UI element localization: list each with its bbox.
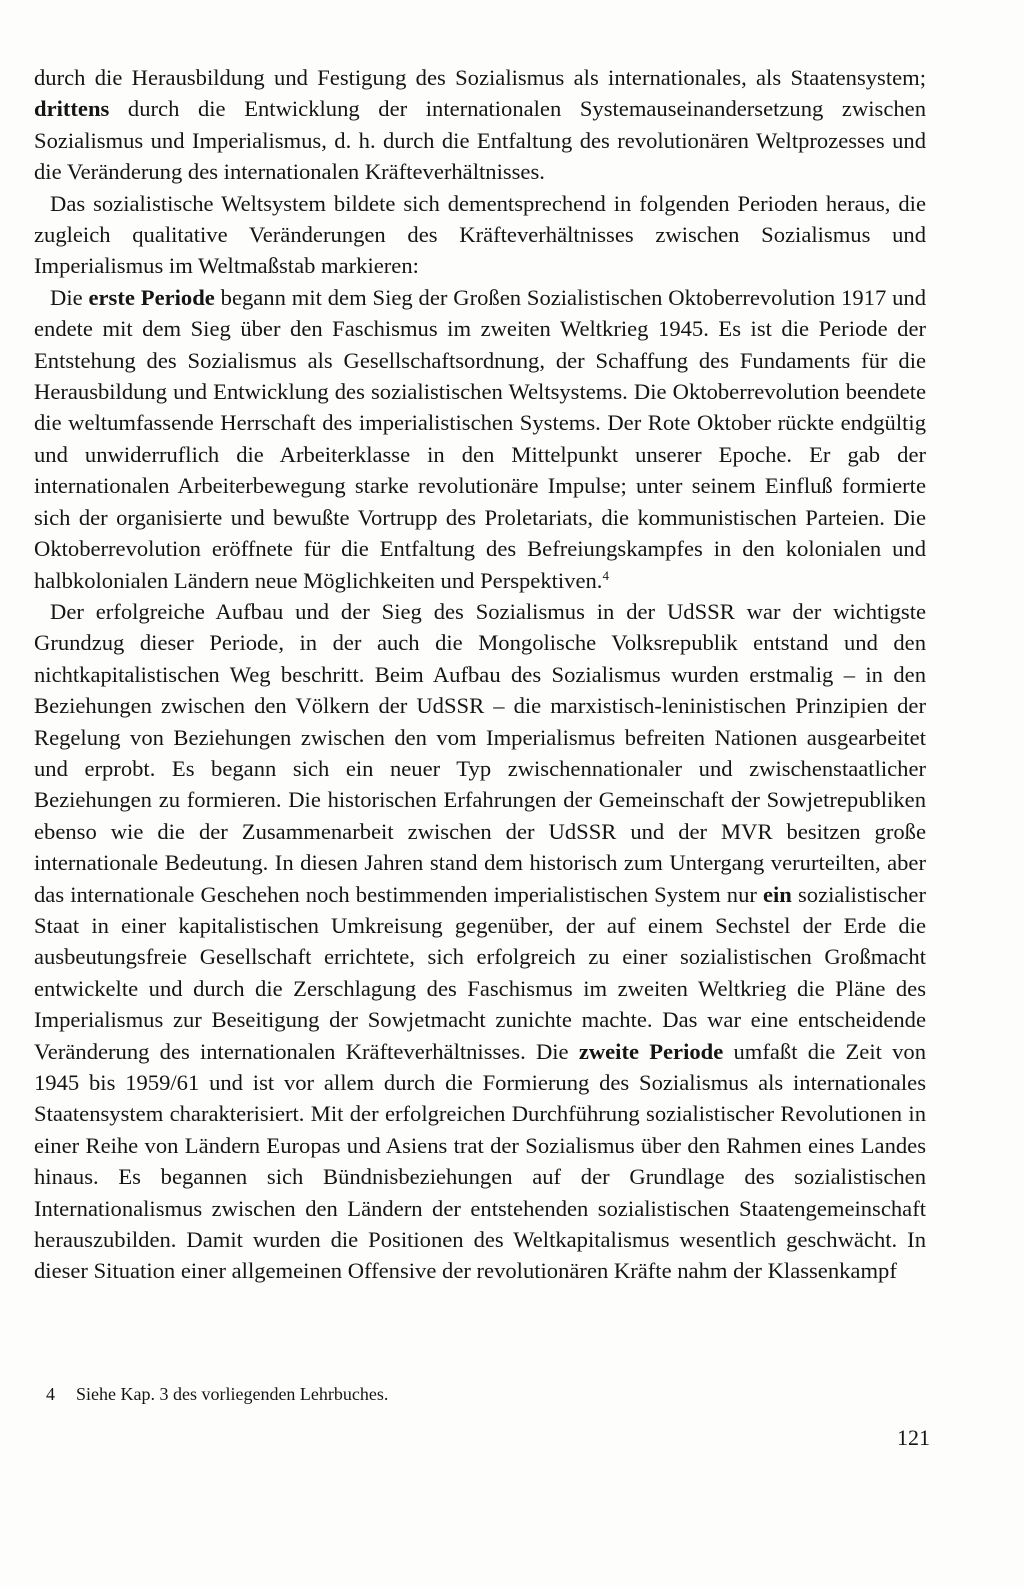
page-body <box>34 62 926 1287</box>
emphasized-text: drittens <box>34 96 110 122</box>
text-run: begann mit dem Sieg der Großen Sozialistischen Oktoberrevolution 1917 und endete mit dem Sieg über den Faschismus im zweiten Weltkrieg 1945. Es ist die Periode der Entstehung des Sozialismus als Gesellschaftsordnung, der Schaffung des Fundaments für die Herausbildung und Entwicklung des sozialistischen Weltsystems. Die Oktoberrevolution beendete die weltumfassende Herrschaft des imperialistischen Systems. Der Rote Oktober rückte endgültig und unwiderruflich die Arbeiterklasse in den Mittelpunkt unserer Epoche. Er gab der internationalen Arbeiterbewegung starke revolutionäre Impulse; unter seinem Einfluß formierte sich der organisierte und bewußte Vortrupp des Proletariats, die kommunistischen Parteien. Die Oktoberrevolution eröffnete für die Entfaltung des Befreiungskampfes in den kolonialen und halbkolonialen Ländern neue Möglichkeiten und Perspektiven. <box>34 284 927 593</box>
text-run: sozialistischer Staat in einer kapitalistischen Umkreisung gegenüber, der auf einem Sechstel der Erde die ausbeutungsfreie Gesellschaft errichtete, sich erfolgreich zu einer sozialistischen Großmacht entwickelte und durch die Zerschlagung des Faschismus im zweiten Weltkrieg die Pläne des Imperialismus zur Beseitigung der Sowjetmacht zunichte machte. Das war eine entscheidende Veränderung des internationalen Kräfteverhältnisses. Die <box>34 881 926 1064</box>
emphasized-text: ein <box>763 881 792 907</box>
text-run: Der erfolgreiche Aufbau und der Sieg des Sozialismus in der UdSSR war der wichtigste Grundzug dieser Periode, in der auch die Mongolische Volksrepublik entstand und den nichtkapitalistischen Weg beschritt. Beim Aufbau des Sozialismus wurden erstmalig – in den Beziehungen zwischen den Völkern der UdSSR – die marxistisch-leninistischen Prinzipien der Regelung von Beziehungen zwischen den vom Imperialismus befreiten Nationen ausgearbeitet und erprobt. Es begann sich ein neuer Typ zwischennationaler und zwischenstaatlicher Beziehungen zu formieren. Die historischen Erfahrungen der Gemeinschaft der Sowjetrepubliken ebenso wie die der Zusammenarbeit zwischen der UdSSR und der MVR besitzen große internationale Bedeutung. In diesen Jahren stand dem historisch zum Untergang verurteilten, aber das internationale Geschehen noch bestimmenden imperialistischen System nur <box>34 598 926 907</box>
emphasized-text: erste Periode <box>88 284 215 310</box>
text-run: Das sozialistische Weltsystem bildete sich dementsprechend in folgenden Perioden heraus, die zugleich qualitative Veränderungen des Kräfteverhältnisses zwischen Sozialismus und Imperialismus im Weltmaßstab markieren: <box>34 190 926 279</box>
footnote-text: Siehe Kap. 3 des vorliegenden Lehrbuches. <box>76 1384 389 1404</box>
text-run: durch die Entwicklung der internationalen Systemauseinandersetzung zwischen Sozialismus und Imperialismus, d. h. durch die Entfaltung des revolutionären Weltprozesses und die Veränderung des internationalen Kräfteverhältnisses. <box>34 96 926 185</box>
paragraph <box>34 188 926 282</box>
paragraph <box>34 596 926 1287</box>
text-run: Die <box>50 284 89 310</box>
text-run: umfaßt die Zeit von 1945 bis 1959/61 und ist vor allem durch die Formierung des Sozialismus als internationales Staatensystem charakterisiert. Mit der erfolgreichen Durchführung sozialistischer Revolutionen in einer Reihe von Ländern Europas und Asiens trat der Sozialismus über den Rahmen eines Landes hinaus. Es begannen sich Bündnisbeziehungen auf der Grundlage des sozialistischen Internationalismus zwischen den Ländern der entstehenden sozialistischen Staatengemeinschaft herauszubilden. Damit wurden die Positionen des Weltkapitalismus wesentlich geschwächt. In dieser Situation einer allgemeinen Offensive der revolutionären Kräfte nahm der Klassenkampf <box>34 1038 926 1284</box>
footnote-reference: 4 <box>602 567 609 583</box>
footnote <box>46 1382 926 1406</box>
paragraph <box>34 282 926 596</box>
paragraph <box>34 62 926 188</box>
text-run: durch die Herausbildung und Festigung des Sozialismus als internationales, als Staatensystem; <box>34 65 926 90</box>
emphasized-text: zweite Periode <box>578 1038 724 1064</box>
page-number: 121 <box>897 1425 930 1450</box>
footnote-number: 4 <box>46 1384 55 1404</box>
